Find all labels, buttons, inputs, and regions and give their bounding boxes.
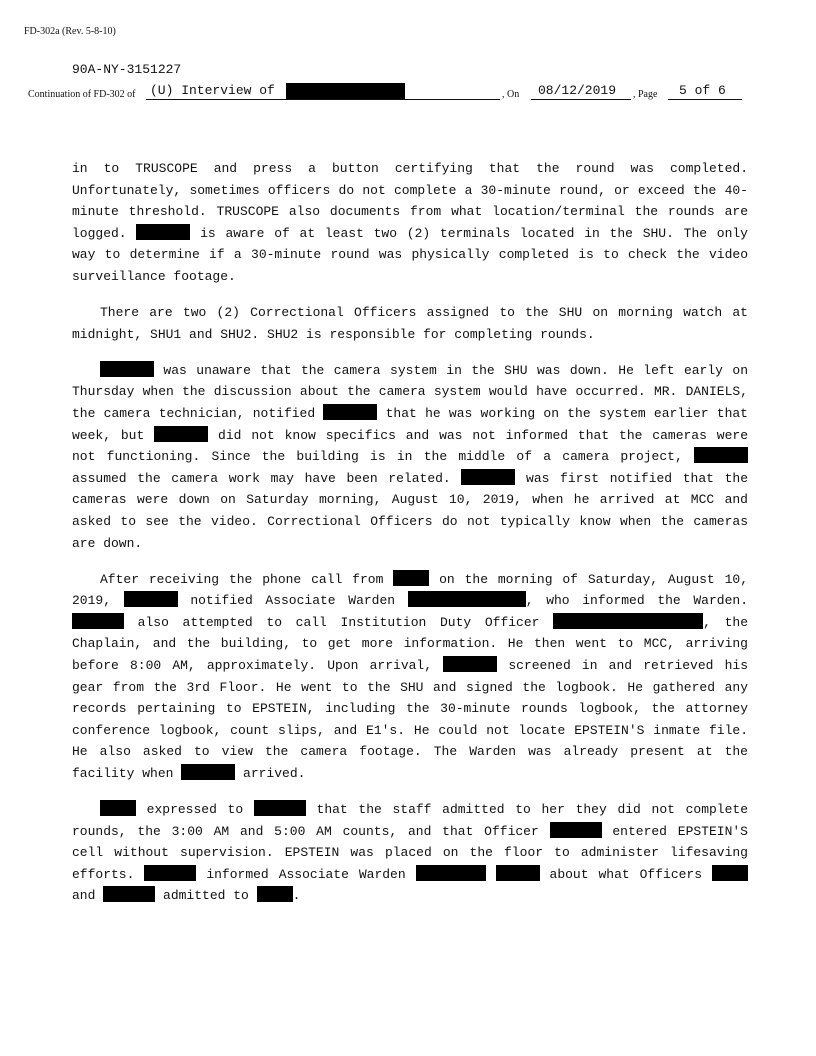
text-span: that he was working on the system earlier that week, but [72, 405, 748, 443]
text-span: , who informed the Warden. [525, 593, 748, 609]
paragraph-3 [72, 360, 748, 554]
redaction-block [103, 886, 155, 902]
text-span: entered EPSTEIN'S cell without supervision. EPSTEIN was placed on the floor to administer lifesaving efforts. [72, 823, 748, 882]
text-span: . [292, 888, 301, 904]
redaction-block [408, 591, 526, 607]
text-span: in to TRUSCOPE and press a button certifying that the round was completed. Unfortunately, sometimes officers do not complete a 30-minute round, or exceed the 40-minute threshold. TRUSCOPE also documents from what location/terminal the rounds are logged. [72, 161, 748, 241]
paragraph-1 [72, 158, 748, 288]
page-value: 5 of 6 [679, 83, 726, 98]
redaction-block [254, 800, 306, 816]
redaction-block [286, 83, 405, 99]
subject-value: (U) Interview of [150, 83, 275, 98]
text-span: expressed to [136, 802, 254, 818]
form-revision: FD-302a (Rev. 5-8-10) [24, 26, 116, 37]
redaction-block [124, 591, 178, 607]
redaction-block [144, 865, 196, 881]
redaction-block [100, 361, 154, 377]
redaction-block [416, 865, 486, 881]
redaction-block [461, 469, 515, 485]
text-span: about what Officers [539, 866, 712, 882]
redaction-block [550, 822, 602, 838]
text-span: is aware of at least two (2) terminals located in the SHU. The only way to determine if a 30-minute round was physically completed is to check the video surveillance footage. [72, 225, 748, 284]
text-span: admitted to [155, 888, 257, 904]
redaction-block [100, 800, 136, 816]
text-span: on the morning of Saturday, August 10, 2019, [72, 571, 748, 609]
text-span: screened in and retrieved his gear from the 3rd Floor. He went to the SHU and signed the logbook. He gathered any records pertaining to EPSTEIN, including the 30-minute rounds logbook, the attorney conference logbook, count slips, and E1's. He could not locate EPSTEIN'S inmate file. He also asked to view the camera footage. The Warden was already present at the facility when [72, 657, 748, 781]
redaction-block [553, 613, 703, 629]
text-span: and [72, 888, 104, 904]
text-span: After receiving the phone call from [100, 571, 394, 587]
redaction-block [393, 570, 429, 586]
text-span: that the staff admitted to her they did not complete rounds, the 3:00 AM and 5:00 AM counts, and that Officer [72, 802, 749, 839]
continuation-label: Continuation of FD-302 of [28, 89, 136, 100]
date-underline [531, 99, 631, 100]
paragraph-2 [72, 302, 748, 345]
text-span: There are two (2) Correctional Officers assigned to the SHU on morning watch at midnight, SHU1 and SHU2. SHU2 is responsible for completing rounds. [72, 305, 748, 342]
body-text [72, 158, 748, 922]
continuation-row [28, 83, 748, 103]
paragraph-4 [72, 569, 748, 785]
text-span: was first notified that the cameras were down on Saturday morning, August 10, 2019, when he arrived at MCC and asked to see the video. Correctional Officers do not typically know when the cameras are down. [72, 470, 748, 551]
text-span: , the Chaplain, and the building, to get more information. He then went to MCC, arriving before 8:00 AM, approximately. Upon arrival, [72, 614, 748, 673]
file-number: 90A-NY-3151227 [72, 62, 182, 77]
subject-underline [146, 99, 500, 100]
redaction-block [496, 865, 540, 881]
text-span: was unaware that the camera system in the SHU was down. He left early on Thursday when the discussion about the camera system would have occurred. MR. DANIELS, the camera technician, notified [72, 362, 748, 421]
text-span: notified Associate Warden [177, 593, 408, 609]
redaction-block [72, 613, 124, 629]
page-label: , Page [633, 89, 658, 100]
redaction-block [181, 764, 235, 780]
redaction-block [323, 404, 377, 420]
on-label: , On [502, 89, 520, 100]
text-span: arrived. [235, 765, 306, 781]
redaction-block [443, 656, 497, 672]
date-value: 08/12/2019 [538, 83, 617, 98]
redaction-block [694, 447, 748, 463]
redaction-block [136, 224, 190, 240]
paragraph-5 [72, 799, 748, 907]
page-underline [668, 99, 742, 100]
text-span: assumed the camera work may have been related. [72, 470, 462, 486]
redaction-block [154, 426, 208, 442]
redaction-block [257, 886, 293, 902]
text-span: also attempted to call Institution Duty Officer [124, 614, 554, 630]
text-span: informed Associate Warden [196, 866, 416, 882]
text-span: did not know specifics and was not informed that the cameras were not functioning. Since the building is in the middle of a camera project, [72, 427, 748, 465]
redaction-block [712, 865, 748, 881]
